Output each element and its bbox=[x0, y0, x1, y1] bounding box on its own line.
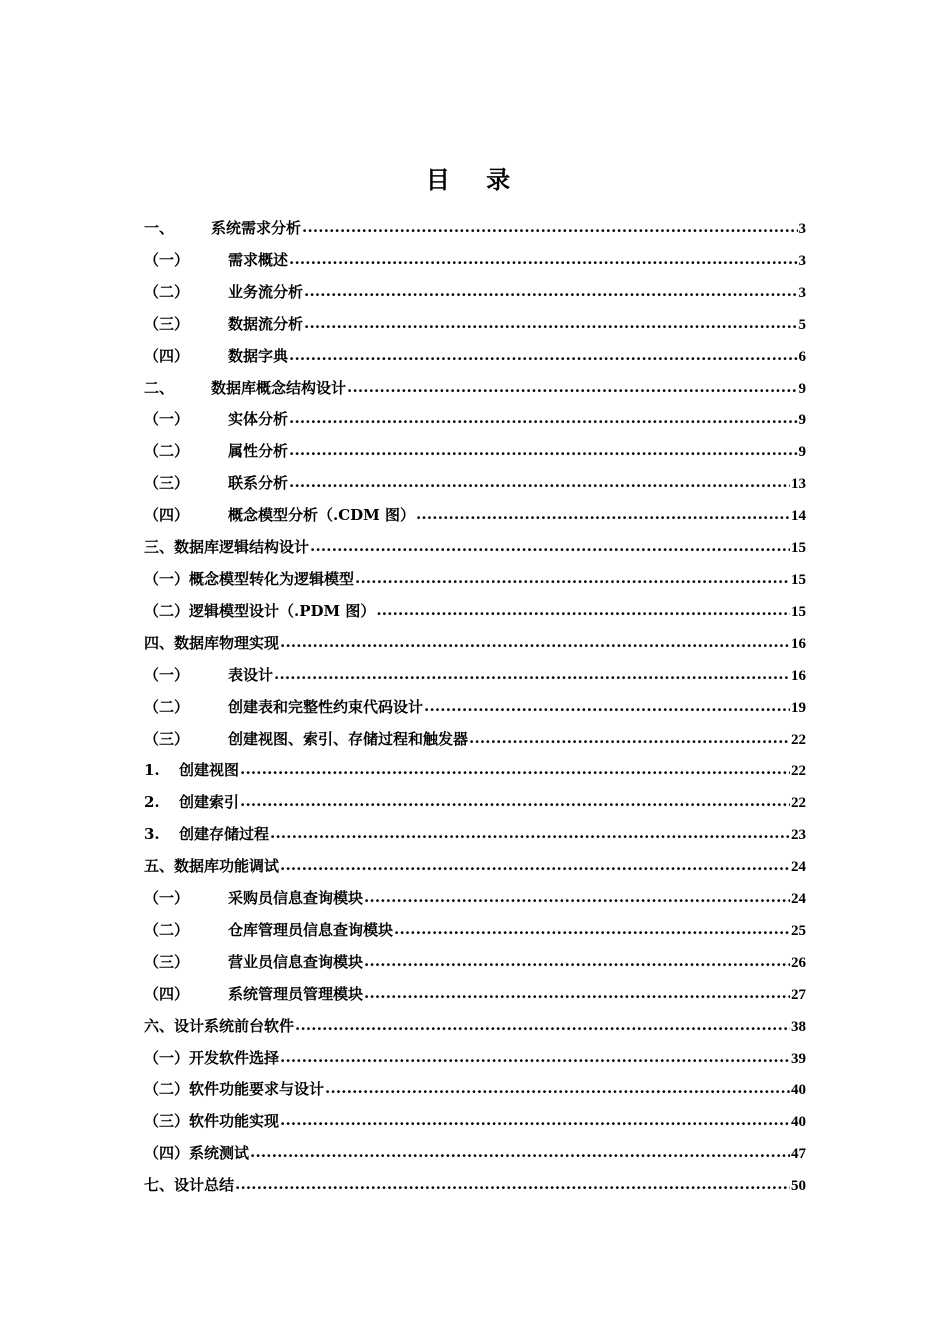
toc-entry-page-number: 23 bbox=[791, 827, 806, 844]
toc-leader-dots bbox=[289, 244, 797, 276]
toc-entry-label: 创建存储过程 bbox=[179, 825, 270, 844]
toc-entry[interactable] bbox=[144, 979, 806, 1011]
toc-entry-page-number: 6 bbox=[798, 348, 806, 365]
toc-entry-page-number: 9 bbox=[798, 380, 806, 397]
toc-entry[interactable] bbox=[144, 755, 806, 787]
toc-entry-page-number: 15 bbox=[791, 540, 806, 557]
toc-entry-number: （三） bbox=[144, 729, 190, 748]
toc-entry-number: （四） bbox=[144, 506, 190, 525]
toc-leader-dots bbox=[280, 1042, 790, 1074]
toc-entry-label: 营业员信息查询模块 bbox=[228, 952, 364, 971]
toc-entry-label: 业务流分析 bbox=[228, 282, 304, 301]
toc-entry-label: 属性分析 bbox=[228, 442, 289, 461]
toc-entry-page-number: 16 bbox=[791, 635, 806, 652]
toc-leader-dots bbox=[250, 1137, 790, 1169]
toc-leader-dots bbox=[235, 1169, 790, 1201]
toc-entry-page-number: 15 bbox=[791, 571, 806, 588]
toc-entry[interactable] bbox=[144, 628, 806, 660]
toc-entry-number: 1. bbox=[144, 761, 160, 780]
toc-leader-dots bbox=[280, 627, 790, 659]
toc-entry-number: （三） bbox=[144, 474, 190, 493]
toc-entry-number: （四） bbox=[144, 984, 190, 1003]
toc-entry[interactable] bbox=[144, 1138, 806, 1170]
toc-entry[interactable] bbox=[144, 373, 806, 405]
toc-entry-label: 仓库管理员信息查询模块 bbox=[228, 920, 394, 939]
toc-entry-number: （三） bbox=[144, 314, 190, 333]
toc-entry[interactable] bbox=[144, 915, 806, 947]
table-of-contents bbox=[144, 213, 806, 1202]
toc-entry[interactable] bbox=[144, 1011, 806, 1043]
toc-leader-dots bbox=[364, 946, 790, 978]
toc-entry-number: 2. bbox=[144, 793, 160, 812]
toc-entry-label: 四、数据库物理实现 bbox=[144, 633, 280, 652]
toc-entry-page-number: 40 bbox=[791, 1114, 806, 1131]
toc-leader-dots bbox=[289, 403, 797, 435]
toc-entry-page-number: 16 bbox=[791, 667, 806, 684]
toc-entry-number: （二） bbox=[144, 282, 190, 301]
toc-leader-dots bbox=[274, 659, 790, 691]
toc-entry-number: （一） bbox=[144, 889, 190, 908]
toc-entry-page-number: 47 bbox=[791, 1146, 806, 1163]
toc-leader-dots bbox=[240, 786, 790, 818]
toc-entry[interactable] bbox=[144, 564, 806, 596]
toc-leader-dots bbox=[289, 467, 790, 499]
toc-entry[interactable] bbox=[144, 277, 806, 309]
toc-entry-page-number: 22 bbox=[791, 731, 806, 748]
toc-entry[interactable] bbox=[144, 245, 806, 277]
toc-entry-page-number: 9 bbox=[798, 412, 806, 429]
toc-entry-page-number: 24 bbox=[791, 891, 806, 908]
toc-entry-number: （一） bbox=[144, 410, 190, 429]
toc-leader-dots bbox=[376, 595, 790, 627]
toc-entry-label: 七、设计总结 bbox=[144, 1176, 235, 1195]
toc-leader-dots bbox=[364, 978, 790, 1010]
toc-entry-page-number: 40 bbox=[791, 1082, 806, 1099]
toc-entry[interactable] bbox=[144, 692, 806, 724]
toc-leader-dots bbox=[304, 308, 797, 340]
toc-entry[interactable] bbox=[144, 1106, 806, 1138]
toc-entry-label: 创建视图、索引、存储过程和触发器 bbox=[228, 729, 469, 748]
toc-entry-page-number: 19 bbox=[791, 699, 806, 716]
toc-entry[interactable] bbox=[144, 532, 806, 564]
toc-entry-label: （三）软件功能实现 bbox=[144, 1112, 280, 1131]
toc-entry-label: （二）逻辑模型设计（.PDM 图） bbox=[144, 601, 376, 620]
toc-entry-page-number: 39 bbox=[791, 1050, 806, 1067]
toc-entry[interactable] bbox=[144, 851, 806, 883]
toc-entry[interactable] bbox=[144, 436, 806, 468]
toc-entry-number: 3. bbox=[144, 825, 160, 844]
toc-entry[interactable] bbox=[144, 309, 806, 341]
toc-entry[interactable] bbox=[144, 404, 806, 436]
toc-entry-label: 三、数据库逻辑结构设计 bbox=[144, 538, 310, 557]
toc-leader-dots bbox=[280, 850, 790, 882]
toc-entry-label: 数据库概念结构设计 bbox=[211, 378, 347, 397]
toc-entry[interactable] bbox=[144, 1170, 806, 1202]
toc-entry-number: （四） bbox=[144, 346, 190, 365]
toc-entry-page-number: 14 bbox=[791, 508, 806, 525]
toc-entry-number: （二） bbox=[144, 442, 190, 461]
toc-leader-dots bbox=[240, 754, 790, 786]
toc-entry-label: 实体分析 bbox=[228, 410, 289, 429]
toc-entry-label: （二）软件功能要求与设计 bbox=[144, 1080, 325, 1099]
page-title: 目 录 bbox=[425, 165, 525, 194]
toc-entry-number: （一） bbox=[144, 250, 190, 269]
toc-leader-dots bbox=[469, 723, 790, 755]
toc-entry-label: 联系分析 bbox=[228, 474, 289, 493]
toc-entry-page-number: 22 bbox=[791, 795, 806, 812]
toc-entry[interactable] bbox=[144, 724, 806, 756]
toc-entry[interactable] bbox=[144, 341, 806, 373]
toc-entry-page-number: 3 bbox=[798, 284, 806, 301]
toc-entry[interactable] bbox=[144, 500, 806, 532]
toc-leader-dots bbox=[424, 691, 790, 723]
toc-entry-page-number: 3 bbox=[798, 252, 806, 269]
toc-leader-dots bbox=[347, 372, 797, 404]
toc-leader-dots bbox=[364, 882, 790, 914]
toc-entry[interactable] bbox=[144, 883, 806, 915]
toc-entry-page-number: 3 bbox=[798, 221, 806, 237]
toc-entry-page-number: 15 bbox=[791, 603, 806, 620]
toc-entry-label: （一）概念模型转化为逻辑模型 bbox=[144, 569, 355, 588]
toc-leader-dots bbox=[289, 435, 797, 467]
toc-entry-number: 一、 bbox=[144, 219, 175, 237]
toc-leader-dots bbox=[270, 818, 790, 850]
toc-entry-label: 系统需求分析 bbox=[211, 219, 302, 237]
toc-entry-page-number: 13 bbox=[791, 476, 806, 493]
toc-entry-label: 五、数据库功能调试 bbox=[144, 857, 280, 876]
toc-entry[interactable] bbox=[144, 787, 806, 819]
toc-entry[interactable] bbox=[144, 819, 806, 851]
toc-entry-label: 概念模型分析（.CDM 图） bbox=[228, 506, 415, 525]
toc-leader-dots bbox=[310, 531, 790, 563]
toc-leader-dots bbox=[289, 340, 797, 372]
toc-entry-label: 创建表和完整性约束代码设计 bbox=[228, 697, 424, 716]
toc-entry[interactable] bbox=[144, 213, 806, 245]
toc-entry-page-number: 22 bbox=[791, 763, 806, 780]
toc-entry-label: 创建索引 bbox=[179, 793, 240, 812]
toc-entry-page-number: 50 bbox=[791, 1178, 806, 1195]
toc-entry-label: 系统管理员管理模块 bbox=[228, 984, 364, 1003]
toc-entry[interactable] bbox=[144, 660, 806, 692]
toc-leader-dots bbox=[304, 276, 797, 308]
toc-entry-number: 二、 bbox=[144, 378, 175, 397]
toc-entry-label: 创建视图 bbox=[179, 761, 240, 780]
toc-leader-dots bbox=[302, 212, 797, 244]
toc-entry[interactable] bbox=[144, 1074, 806, 1106]
toc-entry-label: 数据字典 bbox=[228, 346, 289, 365]
toc-entry[interactable] bbox=[144, 947, 806, 979]
toc-leader-dots bbox=[295, 1010, 790, 1042]
toc-entry-page-number: 26 bbox=[791, 954, 806, 971]
toc-entry-page-number: 9 bbox=[798, 444, 806, 461]
toc-entry[interactable] bbox=[144, 1043, 806, 1075]
toc-entry-label: 表设计 bbox=[228, 665, 274, 684]
toc-entry-number: （三） bbox=[144, 952, 190, 971]
toc-leader-dots bbox=[394, 914, 790, 946]
toc-leader-dots bbox=[280, 1105, 790, 1137]
toc-entry-label: 数据流分析 bbox=[228, 314, 304, 333]
toc-entry-number: （二） bbox=[144, 697, 190, 716]
toc-entry-page-number: 38 bbox=[791, 1018, 806, 1035]
toc-entry-label: 采购员信息查询模块 bbox=[228, 889, 364, 908]
toc-entry-label: （一）开发软件选择 bbox=[144, 1048, 280, 1067]
toc-entry-page-number: 5 bbox=[798, 316, 806, 333]
toc-entry-page-number: 24 bbox=[791, 859, 806, 876]
toc-entry-label: （四）系统测试 bbox=[144, 1144, 250, 1163]
toc-entry-label: 六、设计系统前台软件 bbox=[144, 1016, 295, 1035]
toc-entry-label: 需求概述 bbox=[228, 250, 289, 269]
toc-entry-number: （一） bbox=[144, 665, 190, 684]
toc-leader-dots bbox=[355, 563, 790, 595]
toc-entry[interactable] bbox=[144, 596, 806, 628]
toc-entry-page-number: 25 bbox=[791, 922, 806, 939]
toc-leader-dots bbox=[325, 1073, 790, 1105]
toc-entry-number: （二） bbox=[144, 920, 190, 939]
toc-entry-page-number: 27 bbox=[791, 986, 806, 1003]
toc-leader-dots bbox=[416, 499, 790, 531]
toc-entry[interactable] bbox=[144, 468, 806, 500]
